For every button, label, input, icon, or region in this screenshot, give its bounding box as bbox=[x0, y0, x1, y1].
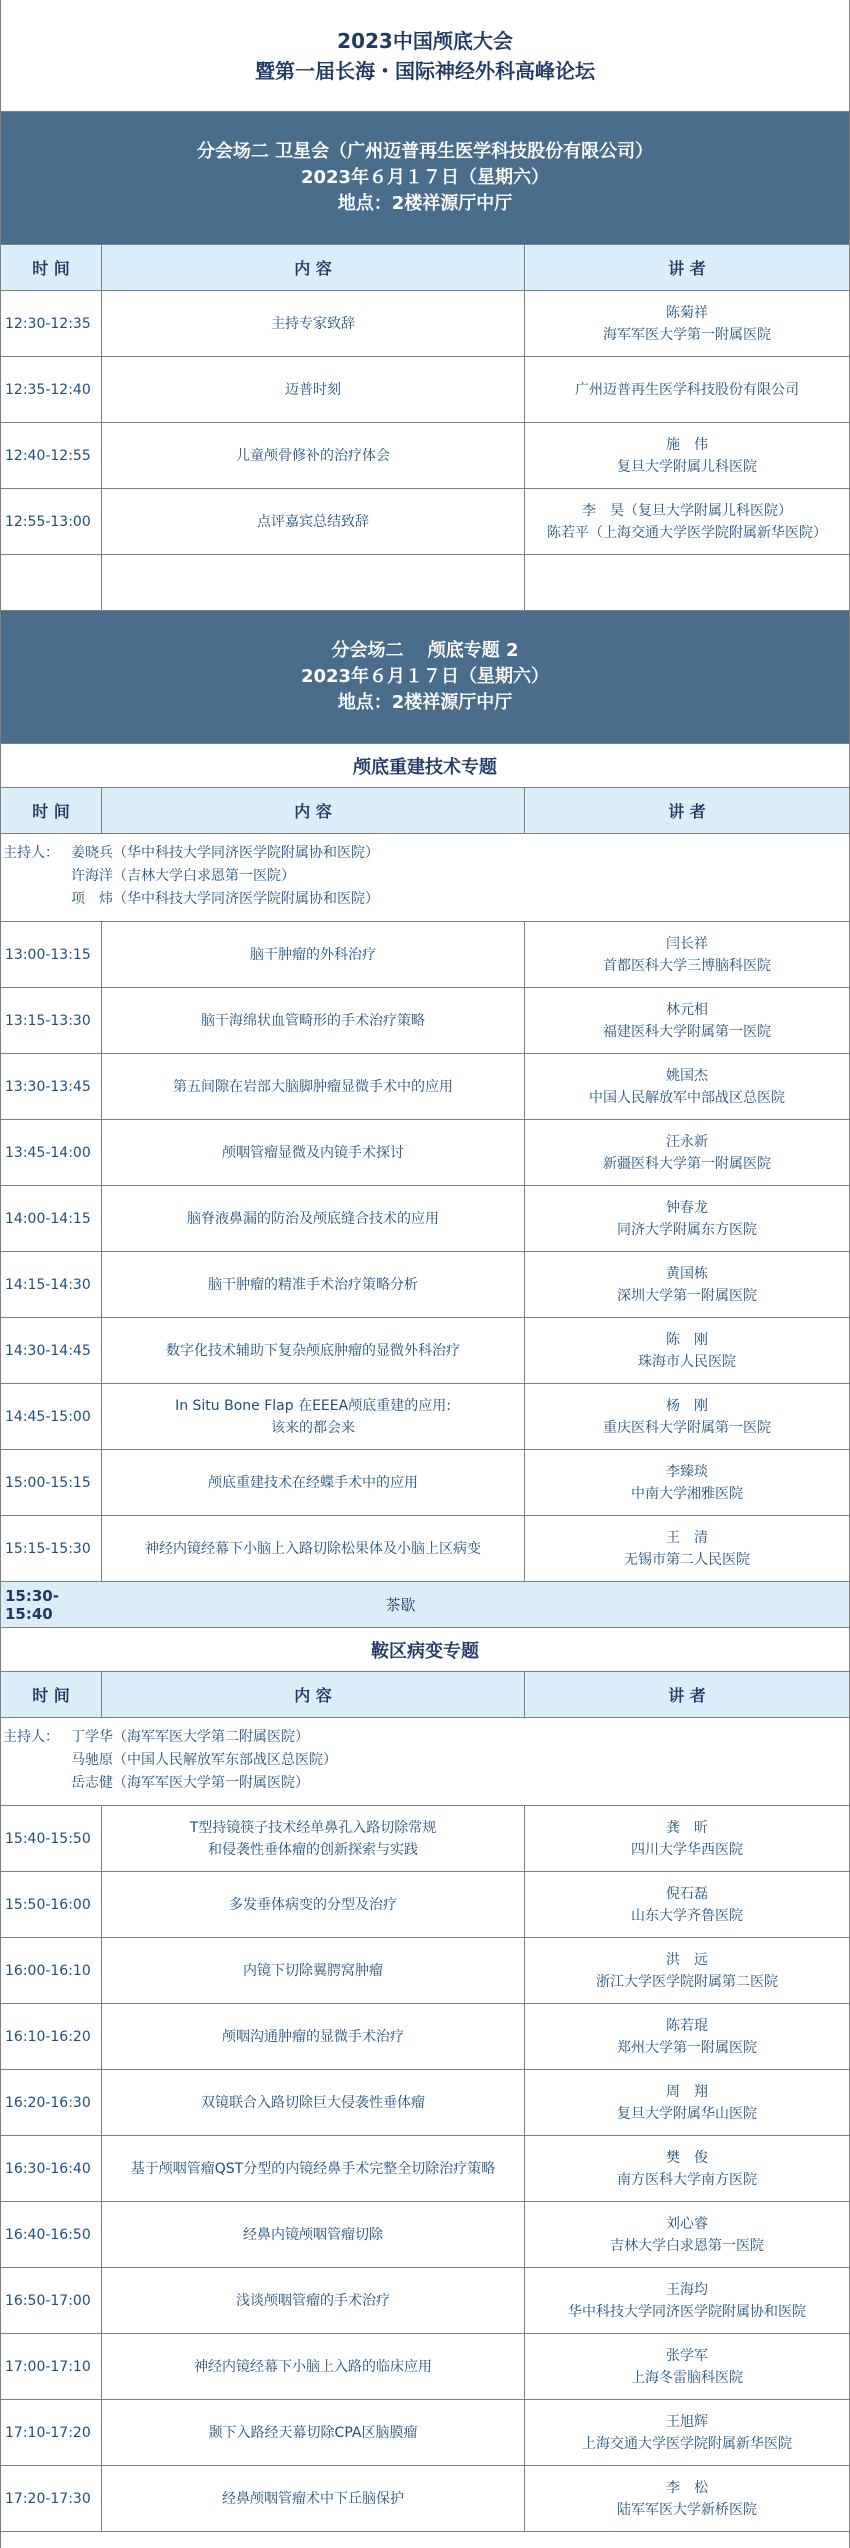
host-name: 项 炜（华中科技大学同济医学院附属协和医院） bbox=[71, 891, 379, 907]
session1-header bbox=[1, 112, 849, 245]
speaker bbox=[525, 1806, 849, 1871]
schedule-row bbox=[1, 1384, 849, 1450]
speaker-name: 李 昊（复旦大学附属儿科医院） bbox=[582, 502, 792, 519]
schedule-row bbox=[1, 2136, 849, 2202]
session-time: 17:20-17:30 bbox=[1, 2466, 102, 2531]
talk-title-line: 脑干肿瘤的外科治疗 bbox=[250, 946, 376, 963]
talk-title bbox=[102, 1318, 525, 1383]
speaker-affiliation: 华中科技大学同济医学院附属协和医院 bbox=[568, 2303, 806, 2320]
speaker-affiliation: 同济大学附属东方医院 bbox=[617, 1221, 757, 1238]
speaker-name: 钟春龙 bbox=[666, 1199, 708, 1216]
speaker bbox=[525, 1318, 849, 1383]
speaker-affiliation: 郑州大学第一附属医院 bbox=[617, 2039, 757, 2056]
schedule-row bbox=[1, 1872, 849, 1938]
schedule-row bbox=[1, 1516, 849, 1582]
session-time: 16:00-16:10 bbox=[1, 1938, 102, 2003]
talk-title bbox=[102, 1384, 525, 1449]
talk-title bbox=[102, 1938, 525, 2003]
hosts-label: 主持人： bbox=[3, 1729, 59, 1745]
schedule-row bbox=[1, 2202, 849, 2268]
col-speaker-header: 讲 者 bbox=[668, 802, 706, 821]
schedule-row bbox=[1, 922, 849, 988]
host-name: 丁学华（海军军医大学第二附属医院） bbox=[71, 1729, 309, 1745]
talk-title bbox=[102, 1054, 525, 1119]
session-time: 13:00-13:15 bbox=[1, 922, 102, 987]
speaker-affiliation: 无锡市第二人民医院 bbox=[624, 1551, 750, 1568]
talk-title-line: 双镜联合入路切除巨大侵袭性垂体瘤 bbox=[201, 2094, 425, 2111]
session-time: 17:00-17:10 bbox=[1, 2334, 102, 2399]
talk-title bbox=[102, 2334, 525, 2399]
col-content-header: 内 容 bbox=[102, 1672, 525, 1717]
session2-title: 分会场二 颅底专题 2 bbox=[331, 640, 519, 661]
talk-title bbox=[102, 2268, 525, 2333]
talk-title-line: 脑脊液鼻漏的防治及颅底缝合技术的应用 bbox=[187, 1210, 439, 1227]
schedule-row bbox=[1, 1938, 849, 2004]
break-label: 茶歇 bbox=[385, 1596, 416, 1614]
talk-title-line: T型持镜筷子技术经单鼻孔入路切除常规 bbox=[189, 1819, 437, 1836]
talk-title bbox=[102, 1516, 525, 1581]
schedule-row bbox=[1, 357, 849, 423]
speaker-name: 陈若琨 bbox=[666, 2017, 708, 2034]
speaker bbox=[525, 1054, 849, 1119]
talk-title-line: 神经内镜经幕下小脑上入路切除松果体及小脑上区病变 bbox=[145, 1540, 481, 1557]
talk-title bbox=[102, 2466, 525, 2531]
col-speaker-header: 讲 者 bbox=[668, 1686, 706, 1705]
schedule-row bbox=[1, 423, 849, 489]
session-time: 14:15-14:30 bbox=[1, 1252, 102, 1317]
speaker bbox=[525, 2004, 849, 2069]
speaker bbox=[525, 1938, 849, 2003]
talk-title-line: 颅咽沟通肿瘤的显微手术治疗 bbox=[222, 2028, 404, 2045]
topic2-column-headers bbox=[1, 1672, 849, 1718]
speaker-name: 林元相 bbox=[666, 1001, 708, 1018]
speaker bbox=[525, 1516, 849, 1581]
speaker-name: 杨 刚 bbox=[666, 1397, 708, 1414]
topic2-schedule bbox=[1, 1806, 849, 2532]
speaker bbox=[525, 2202, 849, 2267]
talk-title bbox=[102, 291, 525, 356]
talk-title bbox=[102, 2202, 525, 2267]
talk-title-line: 颞下入路经天幕切除CPA区脑膜瘤 bbox=[208, 2424, 418, 2441]
session-time: 17:10-17:20 bbox=[1, 2400, 102, 2465]
speaker bbox=[525, 2400, 849, 2465]
talk-title-line: 基于颅咽管瘤QST分型的内镜经鼻手术完整全切除治疗策略 bbox=[130, 2160, 496, 2177]
speaker bbox=[525, 2136, 849, 2201]
speaker-affiliation: 上海冬雷脑科医院 bbox=[631, 2369, 743, 2386]
speaker-name: 龚 昕 bbox=[666, 1819, 708, 1836]
talk-title-line: 经鼻内镜颅咽管瘤切除 bbox=[243, 2226, 383, 2243]
session-time: 13:45-14:00 bbox=[1, 1120, 102, 1185]
session1-location: 地点：2楼祥源厅中厅 bbox=[337, 193, 513, 214]
talk-title bbox=[102, 489, 525, 554]
speaker-name: 倪石磊 bbox=[666, 1885, 708, 1902]
schedule-row bbox=[1, 1252, 849, 1318]
topic1-title: 颅底重建技术专题 bbox=[1, 744, 849, 788]
speaker-name: 陈 刚 bbox=[666, 1331, 708, 1348]
speaker-name: 王 清 bbox=[666, 1529, 708, 1546]
talk-title bbox=[102, 2004, 525, 2069]
col-time-header: 时 间 bbox=[1, 788, 102, 833]
session-time: 16:10-16:20 bbox=[1, 2004, 102, 2069]
speaker-name: 广州迈普再生医学科技股份有限公司 bbox=[575, 381, 799, 398]
col-content-header: 内 容 bbox=[102, 245, 525, 290]
schedule-row bbox=[1, 1450, 849, 1516]
conference-title: 2023中国颅底大会 bbox=[337, 28, 513, 53]
talk-title bbox=[102, 2070, 525, 2135]
speaker bbox=[525, 2466, 849, 2531]
speaker-affiliation: 吉林大学白求恩第一医院 bbox=[610, 2237, 764, 2254]
blank-row bbox=[1, 555, 849, 611]
speaker bbox=[525, 2070, 849, 2135]
session-time: 12:30-12:35 bbox=[1, 291, 102, 356]
host-name: 岳志健（海军军医大学第一附属医院） bbox=[71, 1775, 309, 1791]
speaker-affiliation: 南方医科大学南方医院 bbox=[617, 2171, 757, 2188]
conference-header bbox=[1, 0, 849, 112]
talk-title-line: 迈普时刻 bbox=[285, 381, 341, 398]
speaker-affiliation: 重庆医科大学附属第一医院 bbox=[603, 1419, 771, 1436]
talk-title-line: 经鼻颅咽管瘤术中下丘脑保护 bbox=[222, 2490, 404, 2507]
schedule-row bbox=[1, 2400, 849, 2466]
schedule-row bbox=[1, 2268, 849, 2334]
topic2-title: 鞍区病变专题 bbox=[1, 1628, 849, 1672]
talk-title-line: 儿童颅骨修补的治疗体会 bbox=[236, 447, 390, 464]
session1-date: 2023年６月１７日（星期六） bbox=[300, 167, 550, 188]
talk-title-line: 第五间隙在岩部大脑脚肿瘤显微手术中的应用 bbox=[173, 1078, 453, 1095]
speaker-name: 李臻琰 bbox=[666, 1463, 708, 1480]
talk-title-line: 多发垂体病变的分型及治疗 bbox=[229, 1896, 397, 1913]
session-time: 12:35-12:40 bbox=[1, 357, 102, 422]
schedule-row bbox=[1, 1318, 849, 1384]
session-time: 16:40-16:50 bbox=[1, 2202, 102, 2267]
talk-title bbox=[102, 1872, 525, 1937]
schedule-row bbox=[1, 2466, 849, 2532]
conference-subtitle: 暨第一届长海・国际神经外科高峰论坛 bbox=[255, 58, 595, 83]
session-time: 12:40-12:55 bbox=[1, 423, 102, 488]
speaker-name: 姚国杰 bbox=[666, 1067, 708, 1084]
schedule-row bbox=[1, 1120, 849, 1186]
schedule-row bbox=[1, 1186, 849, 1252]
speaker bbox=[525, 357, 849, 422]
topic1-schedule bbox=[1, 922, 849, 1582]
session-time: 15:15-15:30 bbox=[1, 1516, 102, 1581]
speaker bbox=[525, 1384, 849, 1449]
talk-title bbox=[102, 2136, 525, 2201]
schedule-row bbox=[1, 1806, 849, 1872]
speaker bbox=[525, 1450, 849, 1515]
talk-title bbox=[102, 1186, 525, 1251]
topic2-hosts bbox=[1, 1718, 849, 1806]
talk-title bbox=[102, 1252, 525, 1317]
session2-date: 2023年６月１７日（星期六） bbox=[300, 666, 550, 687]
speaker-name: 周 翔 bbox=[666, 2083, 708, 2100]
talk-title bbox=[102, 357, 525, 422]
speaker-name: 樊 俊 bbox=[666, 2149, 708, 2166]
talk-title-line: 该来的都会来 bbox=[271, 1419, 355, 1436]
session2-header bbox=[1, 611, 849, 744]
session-time: 16:50-17:00 bbox=[1, 2268, 102, 2333]
talk-title bbox=[102, 988, 525, 1053]
speaker bbox=[525, 922, 849, 987]
session1-column-headers bbox=[1, 245, 849, 291]
speaker-name: 刘心睿 bbox=[666, 2215, 708, 2232]
talk-title bbox=[102, 1120, 525, 1185]
speaker-affiliation: 新疆医科大学第一附属医院 bbox=[603, 1155, 771, 1172]
schedule-row bbox=[1, 2004, 849, 2070]
session-time: 15:40-15:50 bbox=[1, 1806, 102, 1871]
talk-title-line: 颅咽管瘤显微及内镜手术探讨 bbox=[222, 1144, 404, 1161]
talk-title bbox=[102, 2400, 525, 2465]
session-time: 15:00-15:15 bbox=[1, 1450, 102, 1515]
talk-title-line: 神经内镜经幕下小脑上入路的临床应用 bbox=[194, 2358, 432, 2375]
talk-title-line: 数字化技术辅助下复杂颅底肿瘤的显微外科治疗 bbox=[166, 1342, 460, 1359]
session-time: 15:50-16:00 bbox=[1, 1872, 102, 1937]
session-time: 14:00-14:15 bbox=[1, 1186, 102, 1251]
speaker-affiliation: 福建医科大学附属第一医院 bbox=[603, 1023, 771, 1040]
speaker-affiliation: 首都医科大学三博脑科医院 bbox=[603, 957, 771, 974]
talk-title-line: 和侵袭性垂体瘤的创新探索与实践 bbox=[208, 1841, 418, 1858]
host-name: 许海洋（吉林大学白求恩第一医院） bbox=[71, 868, 295, 884]
col-time-header: 时 间 bbox=[1, 1672, 102, 1717]
speaker-affiliation: 中国人民解放军中部战区总医院 bbox=[589, 1089, 785, 1106]
speaker-affiliation: 珠海市人民医院 bbox=[638, 1353, 736, 1370]
host-name: 马驰原（中国人民解放军东部战区总医院） bbox=[71, 1752, 337, 1768]
schedule-row bbox=[1, 2070, 849, 2136]
speaker-name: 闫长祥 bbox=[666, 935, 708, 952]
speaker bbox=[525, 489, 849, 554]
speaker-affiliation: 陆军军医大学新桥医院 bbox=[617, 2501, 757, 2518]
speaker-name: 汪永新 bbox=[666, 1133, 708, 1150]
hosts-label: 主持人： bbox=[3, 845, 59, 861]
speaker bbox=[525, 291, 849, 356]
session-time: 13:30-13:45 bbox=[1, 1054, 102, 1119]
speaker-affiliation: 浙江大学医学院附属第二医院 bbox=[596, 1973, 778, 1990]
talk-title-line: 颅底重建技术在经蝶手术中的应用 bbox=[208, 1474, 418, 1491]
talk-title-line: 点评嘉宾总结致辞 bbox=[257, 513, 369, 530]
speaker-name: 黄国栋 bbox=[666, 1265, 708, 1282]
schedule-row bbox=[1, 291, 849, 357]
speaker-affiliation: 复旦大学附属儿科医院 bbox=[617, 458, 757, 475]
session-time: 13:15-13:30 bbox=[1, 988, 102, 1053]
speaker-affiliation: 山东大学齐鲁医院 bbox=[631, 1907, 743, 1924]
col-speaker-header: 讲 者 bbox=[668, 259, 706, 278]
session1-title: 分会场二 卫星会（广州迈普再生医学科技股份有限公司） bbox=[196, 141, 654, 162]
talk-title bbox=[102, 423, 525, 488]
talk-title-line: 浅谈颅咽管瘤的手术治疗 bbox=[236, 2292, 390, 2309]
talk-title-line: 主持专家致辞 bbox=[271, 315, 355, 332]
talk-title-line: 脑干肿瘤的精准手术治疗策略分析 bbox=[208, 1276, 418, 1293]
talk-title-line: 脑干海绵状血管畸形的手术治疗策略 bbox=[201, 1012, 425, 1029]
topic1-hosts bbox=[1, 834, 849, 922]
speaker-affiliation: 上海交通大学医学院附属新华医院 bbox=[582, 2435, 792, 2452]
speaker bbox=[525, 2268, 849, 2333]
speaker-name: 洪 远 bbox=[666, 1951, 708, 1968]
col-time-header: 时 间 bbox=[1, 245, 102, 290]
schedule-row bbox=[1, 2334, 849, 2400]
speaker-affiliation: 海军军医大学第一附属医院 bbox=[603, 326, 771, 343]
session2-location: 地点：2楼祥源厅中厅 bbox=[337, 692, 513, 713]
schedule-row bbox=[1, 489, 849, 555]
speaker-name: 施 伟 bbox=[666, 436, 708, 453]
session1-schedule bbox=[1, 291, 849, 555]
speaker-name: 王旭辉 bbox=[666, 2413, 708, 2430]
speaker bbox=[525, 988, 849, 1053]
topic1-column-headers bbox=[1, 788, 849, 834]
schedule-row bbox=[1, 1054, 849, 1120]
session-time: 14:30-14:45 bbox=[1, 1318, 102, 1383]
speaker-affiliation: 四川大学华西医院 bbox=[631, 1841, 743, 1858]
talk-title bbox=[102, 922, 525, 987]
session-time: 16:20-16:30 bbox=[1, 2070, 102, 2135]
speaker-affiliation: 陈若平（上海交通大学医学院附属新华医院） bbox=[547, 524, 827, 541]
speaker bbox=[525, 1872, 849, 1937]
speaker-affiliation: 复旦大学附属华山医院 bbox=[617, 2105, 757, 2122]
talk-title bbox=[102, 1450, 525, 1515]
host-name: 姜晓兵（华中科技大学同济医学院附属协和医院） bbox=[71, 845, 379, 861]
speaker-affiliation: 深圳大学第一附属医院 bbox=[617, 1287, 757, 1304]
talk-title bbox=[102, 1806, 525, 1871]
speaker bbox=[525, 2334, 849, 2399]
speaker-name: 张学军 bbox=[666, 2347, 708, 2364]
speaker bbox=[525, 1120, 849, 1185]
speaker-name: 陈菊祥 bbox=[666, 304, 708, 321]
col-content-header: 内 容 bbox=[102, 788, 525, 833]
speaker bbox=[525, 1252, 849, 1317]
session-time: 14:45-15:00 bbox=[1, 1384, 102, 1449]
session-time: 12:55-13:00 bbox=[1, 489, 102, 554]
speaker-name: 王海均 bbox=[666, 2281, 708, 2298]
speaker-affiliation: 中南大学湘雅医院 bbox=[631, 1485, 743, 1502]
break-time: 15:30-15:40 bbox=[5, 1586, 59, 1623]
schedule-row bbox=[1, 988, 849, 1054]
tea-break-row bbox=[1, 1582, 849, 1628]
talk-title-line: In Situ Bone Flap 在EEEA颅底重建的应用: bbox=[175, 1397, 451, 1414]
speaker bbox=[525, 1186, 849, 1251]
talk-title-line: 内镜下切除翼腭窝肿瘤 bbox=[243, 1962, 383, 1979]
speaker-name: 李 松 bbox=[666, 2479, 708, 2496]
speaker bbox=[525, 423, 849, 488]
session-time: 16:30-16:40 bbox=[1, 2136, 102, 2201]
